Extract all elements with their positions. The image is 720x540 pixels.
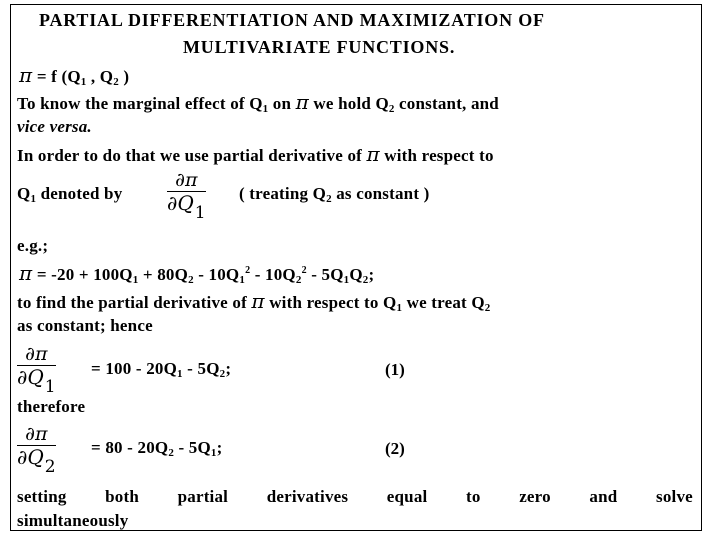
closing-line-1: setting both partial derivatives equal to zero and solve [17, 487, 693, 506]
partial-derivative-q2-fraction: ∂π $\partial Q_2$ [17, 423, 56, 477]
equation-1-number: (1) [385, 360, 405, 379]
example-label: e.g.; [17, 236, 49, 255]
pi-symbol: π [19, 63, 33, 87]
equation-1: = $100 - 20Q_1 - 5Q_2$; [91, 359, 232, 380]
intro-line-2: vice versa. [17, 117, 92, 136]
pi-symbol: π [19, 261, 33, 285]
equation-2-number: (2) [385, 439, 405, 458]
pi-symbol: π [366, 142, 380, 166]
title-line-1: PARTIAL DIFFERENTIATION AND MAXIMIZATION OF [39, 10, 545, 30]
pi-symbol: π [251, 289, 265, 313]
therefore-label: therefore [17, 397, 86, 416]
intro-line-3: In order to do that we use partial derivative of π with respect to [17, 142, 494, 166]
partial-derivative-q1-fraction: ∂π $\partial Q_1$ [17, 343, 56, 397]
intro-line-4: $Q_1$ denoted by [17, 184, 123, 205]
equation-2: = $80 - 20Q_2 - 5Q_1$; [91, 438, 223, 459]
find-line-2: as constant; hence [17, 316, 153, 335]
intro-line-4-note: ( treating $Q_2$ as constant ) [239, 184, 430, 205]
partial-derivative-fraction: ∂π $\partial Q_1$ [167, 169, 206, 223]
pi-symbol: π [295, 90, 309, 114]
function-definition: π = f ($Q_1$ , $Q_2$ ) [19, 63, 130, 88]
intro-line-1: To know the marginal effect of $Q_1$ on π we hold $Q_2$ constant, and [17, 90, 499, 115]
title-line-2: MULTIVARIATE FUNCTIONS. [183, 37, 456, 57]
slide [10, 4, 702, 531]
find-line-1: to find the partial derivative of π with respect to $Q_1$ we treat $Q_2$ [17, 289, 491, 314]
profit-function: $\pi = -20 + 100Q_1 + 80Q_2 - 10Q_1^2 - 10Q_2^2 - 5Q_1Q_2$; [19, 261, 375, 286]
closing-line-2: simultaneously [17, 511, 129, 530]
